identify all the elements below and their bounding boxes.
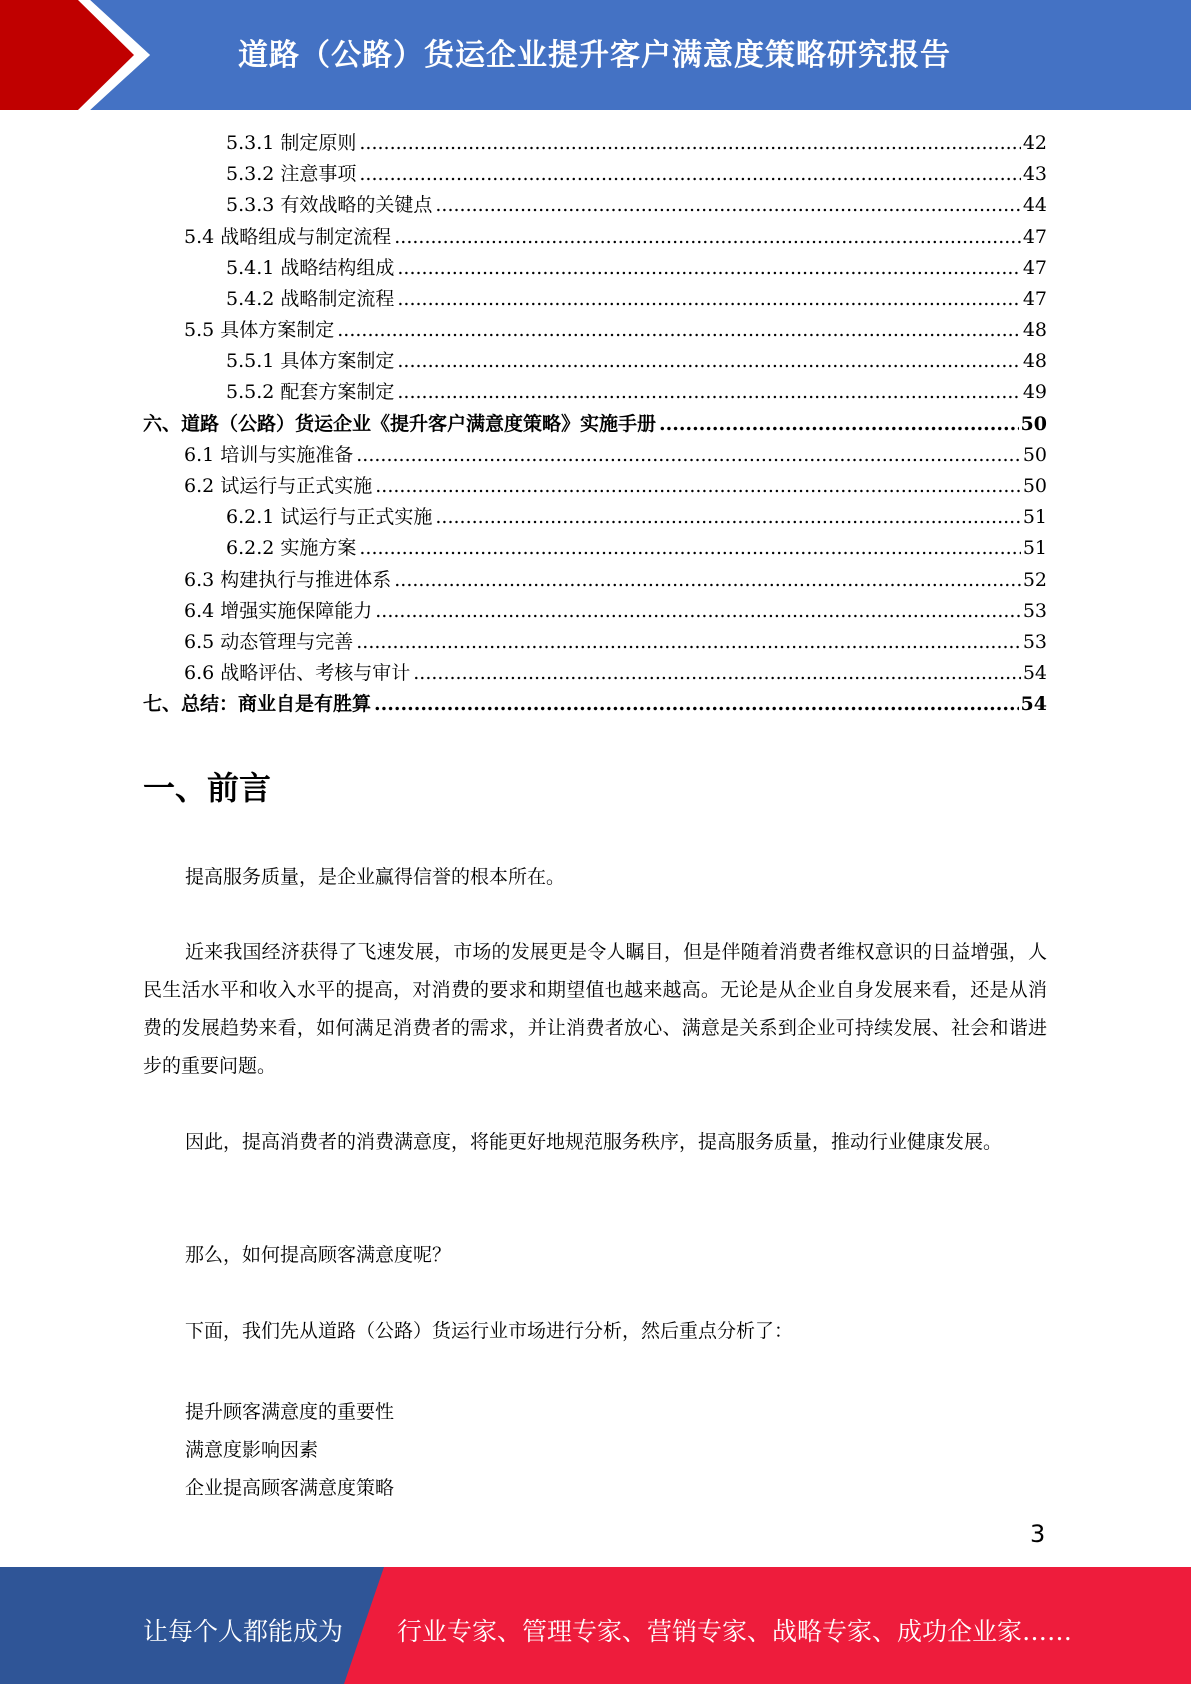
toc-entry[interactable] [143, 409, 1047, 440]
toc-entry-page: 42 [1022, 131, 1047, 154]
toc-entry[interactable] [143, 689, 1047, 720]
toc-entry[interactable] [143, 315, 1047, 346]
toc-entry-page: 47 [1022, 225, 1047, 248]
toc-entry-title: 6.5 动态管理与完善 [184, 630, 354, 653]
toc-leader-dots [435, 502, 1020, 533]
footer-slogan-left: 让每个人都能成为 [143, 1617, 344, 1646]
toc-leader-dots [397, 253, 1020, 284]
toc-entry[interactable] [143, 627, 1047, 658]
toc-entry-title: 6.1 培训与实施准备 [184, 443, 354, 466]
toc-entry-page: 54 [1020, 693, 1047, 716]
toc-leader-dots [359, 533, 1020, 564]
toc-entry-title: 6.2.2 实施方案 [226, 537, 357, 560]
paragraph-5: 下面，我们先从道路（公路）货运行业市场进行分析，然后重点分析了： [185, 1320, 794, 1342]
toc-leader-dots [359, 159, 1020, 190]
footer-slogan-right: 行业专家、管理专家、营销专家、战略专家、成功企业家…… [397, 1617, 1073, 1646]
toc-entry-title: 5.3.3 有效战略的关键点 [226, 194, 433, 217]
section-title: 一、前言 [143, 769, 272, 807]
paragraph-3: 因此，提高消费者的消费满意度，将能更好地规范服务秩序，提高服务质量，推动行业健康发展。 [185, 1131, 1003, 1153]
toc-leader-dots [374, 689, 1019, 720]
toc-entry-title: 七、总结：商业自是有胜算 [143, 693, 372, 716]
toc-entry[interactable] [143, 159, 1047, 190]
toc-entry[interactable] [143, 658, 1047, 689]
header-red-chevron [0, 0, 150, 110]
toc-entry-title: 6.4 增强实施保障能力 [184, 599, 373, 622]
toc-leader-dots [394, 222, 1021, 253]
toc-entry-page: 50 [1022, 475, 1047, 498]
toc-leader-dots [413, 658, 1021, 689]
toc-entry-page: 51 [1022, 537, 1047, 560]
toc-leader-dots [659, 409, 1019, 440]
toc-leader-dots [397, 284, 1020, 315]
toc-entry[interactable] [143, 502, 1047, 533]
toc-entry[interactable] [143, 284, 1047, 315]
toc-entry-title: 5.5.2 配套方案制定 [226, 381, 395, 404]
toc-leader-dots [356, 627, 1021, 658]
toc-entry-title: 6.3 构建执行与推进体系 [184, 568, 392, 591]
toc-entry-page: 52 [1022, 568, 1047, 591]
toc-entry-title: 6.2.1 试运行与正式实施 [226, 506, 433, 529]
paragraph-2: 近来我国经济获得了飞速发展，市场的发展更是令人瞩目，但是伴随着消费者维权意识的日益增强，人民生活水平和收入水平的提高，对消费的要求和期望值也越来越高。无论是从企业自身发展来看，还是从消费的发展趋势来看，如何满足消费者的需求，并让消费者放心、满意是关系到企业可持续发展、社会和谐进步的重要问题。 [143, 941, 1047, 1077]
toc-entry[interactable] [143, 596, 1047, 627]
toc-entry-page: 49 [1022, 381, 1047, 404]
toc-entry-title: 6.6 战略评估、考核与审计 [184, 662, 411, 685]
toc-leader-dots [397, 346, 1020, 377]
toc-entry-page: 51 [1022, 506, 1047, 529]
toc-entry-page: 53 [1022, 599, 1047, 622]
page-header [0, 0, 1191, 110]
toc-leader-dots [375, 471, 1021, 502]
toc-entry[interactable] [143, 471, 1047, 502]
toc-leader-dots [435, 190, 1020, 221]
toc-entry[interactable] [143, 253, 1047, 284]
toc-entry-page: 43 [1022, 163, 1047, 186]
paragraph-4: 那么，如何提高顾客满意度呢？ [185, 1244, 452, 1266]
list-item: 满意度影响因素 [185, 1439, 319, 1461]
toc-entry[interactable] [143, 378, 1047, 409]
list-item: 企业提高顾客满意度策略 [185, 1477, 395, 1499]
toc-entry-page: 50 [1020, 412, 1047, 435]
toc-entry-page: 48 [1022, 350, 1047, 373]
toc-leader-dots [359, 128, 1020, 159]
toc-leader-dots [356, 440, 1021, 471]
toc-entry[interactable] [143, 565, 1047, 596]
toc-entry[interactable] [143, 128, 1047, 159]
toc-entry-title: 5.4 战略组成与制定流程 [184, 225, 392, 248]
header-title: 道路（公路）货运企业提升客户满意度策略研究报告 [238, 38, 951, 73]
toc-leader-dots [394, 565, 1021, 596]
toc-entry-title: 6.2 试运行与正式实施 [184, 475, 373, 498]
toc-entry-title: 5.5 具体方案制定 [184, 319, 335, 342]
table-of-contents [143, 128, 1047, 721]
toc-entry-title: 5.4.2 战略制定流程 [226, 287, 395, 310]
toc-entry-title: 5.4.1 战略结构组成 [226, 256, 395, 279]
toc-entry[interactable] [143, 190, 1047, 221]
toc-entry-page: 53 [1022, 630, 1047, 653]
toc-entry[interactable] [143, 533, 1047, 564]
toc-entry-title: 5.3.2 注意事项 [226, 163, 357, 186]
toc-entry[interactable] [143, 346, 1047, 377]
toc-entry-page: 50 [1022, 443, 1047, 466]
toc-entry-title: 六、道路（公路）货运企业《提升客户满意度策略》实施手册 [143, 412, 657, 435]
toc-leader-dots [397, 377, 1020, 408]
toc-entry-page: 47 [1022, 287, 1047, 310]
toc-entry-page: 47 [1022, 256, 1047, 279]
toc-leader-dots [375, 596, 1021, 627]
page-number: 3 [1030, 1520, 1046, 1548]
toc-entry-page: 48 [1022, 319, 1047, 342]
toc-entry-title: 5.5.1 具体方案制定 [226, 350, 395, 373]
toc-entry[interactable] [143, 222, 1047, 253]
toc-entry-page: 54 [1022, 662, 1047, 685]
toc-leader-dots [337, 315, 1021, 346]
list-item: 提升顾客满意度的重要性 [185, 1401, 395, 1423]
toc-entry-title: 5.3.1 制定原则 [226, 131, 357, 154]
toc-entry[interactable] [143, 440, 1047, 471]
paragraph-1: 提高服务质量，是企业赢得信誉的根本所在。 [185, 866, 566, 888]
toc-entry-page: 44 [1022, 194, 1047, 217]
